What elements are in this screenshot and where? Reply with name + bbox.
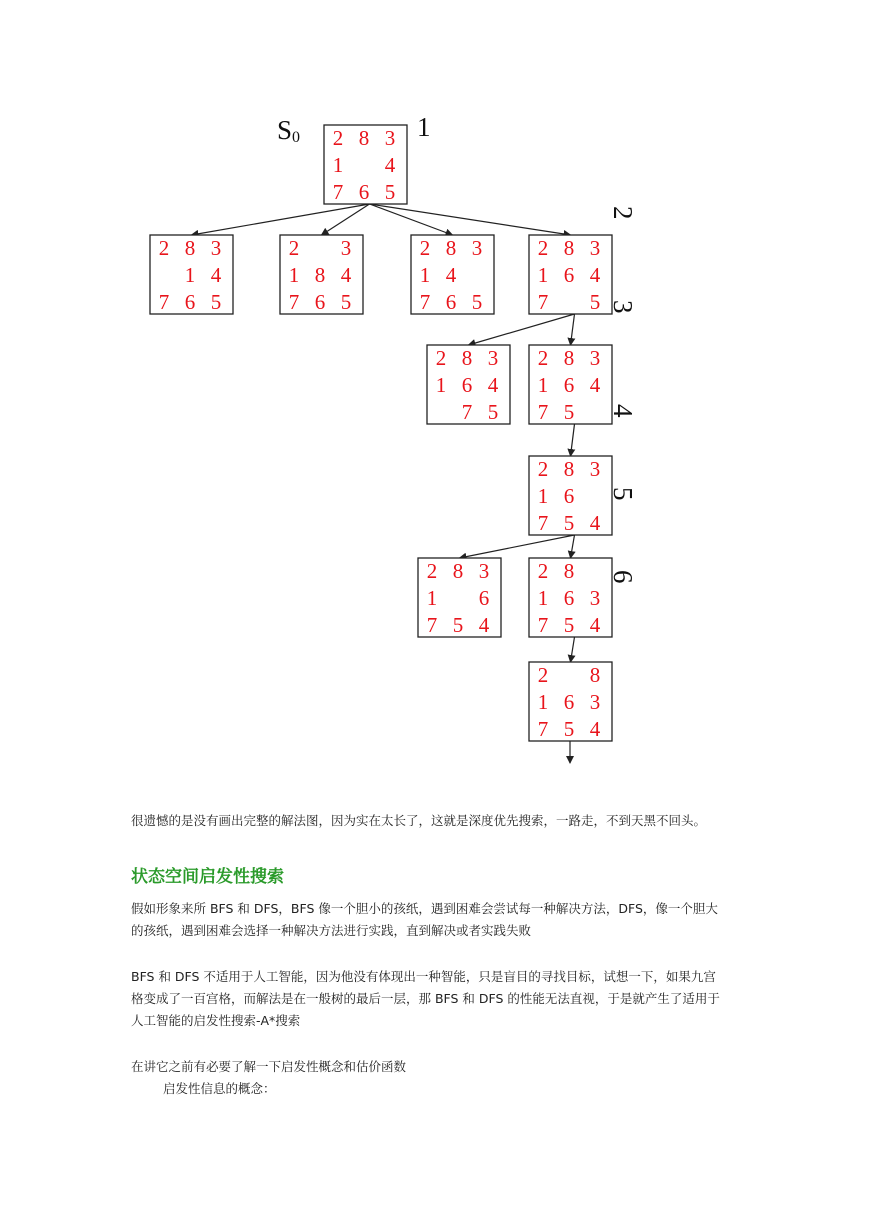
puzzle-tile: 5 xyxy=(471,290,483,314)
puzzle-tile: 1 xyxy=(537,373,549,397)
puzzle-tile: 1 xyxy=(537,690,549,714)
tree-edge-arrow xyxy=(571,314,575,345)
puzzle-tile: 3 xyxy=(210,236,222,260)
puzzle-tile: 5 xyxy=(384,180,396,204)
puzzle-tile: 4 xyxy=(445,263,457,287)
paragraph-ai-line3: 人工智能的启发性搜索-A*搜索 xyxy=(131,1013,301,1028)
puzzle-state-box-l2a xyxy=(427,345,510,424)
puzzle-tile: 8 xyxy=(461,346,473,370)
puzzle-tile: 3 xyxy=(589,457,601,481)
search-order-label: 1 xyxy=(417,112,431,142)
puzzle-tile: 8 xyxy=(563,559,575,583)
search-order-label: 4 xyxy=(608,404,638,418)
puzzle-tile: 5 xyxy=(452,613,464,637)
puzzle-tile: 4 xyxy=(340,263,352,287)
puzzle-tile: 1 xyxy=(184,263,196,287)
puzzle-state-box-l4b xyxy=(529,558,612,637)
puzzle-tile: 2 xyxy=(419,236,431,260)
puzzle-tile: 1 xyxy=(419,263,431,287)
puzzle-tile: 5 xyxy=(563,717,575,741)
puzzle-tile: 2 xyxy=(332,126,344,150)
puzzle-state-box-l2b xyxy=(529,345,612,424)
tree-edge-arrow xyxy=(460,535,575,558)
puzzle-tile: 6 xyxy=(563,484,575,508)
puzzle-tile: 7 xyxy=(158,290,170,314)
paragraph-heuristic-concept: 启发性信息的概念： xyxy=(163,1081,276,1096)
search-order-label: 5 xyxy=(608,487,638,501)
puzzle-tile: 6 xyxy=(563,373,575,397)
puzzle-tile: 5 xyxy=(340,290,352,314)
paragraph-bfs-dfs-line1: 假如形象来所 BFS 和 DFS，BFS 像一个胆小的孩纸，遇到困难会尝试每一种解决方法，DFS，像一个胆大 xyxy=(131,901,718,916)
puzzle-tile: 5 xyxy=(563,613,575,637)
paragraph-intro-line: 在讲它之前有必要了解一下启发性概念和估价函数 xyxy=(131,1059,407,1074)
puzzle-tile: 3 xyxy=(340,236,352,260)
puzzle-tile: 2 xyxy=(426,559,438,583)
puzzle-tile: 5 xyxy=(563,400,575,424)
puzzle-tile: 6 xyxy=(445,290,457,314)
puzzle-tile: 1 xyxy=(332,153,344,177)
puzzle-tile: 4 xyxy=(487,373,499,397)
tree-edge-arrow xyxy=(571,424,575,456)
puzzle-tile: 6 xyxy=(184,290,196,314)
puzzle-tile: 3 xyxy=(589,586,601,610)
puzzle-state-box-l1b xyxy=(280,235,363,314)
puzzle-tile: 3 xyxy=(589,346,601,370)
puzzle-tile: 1 xyxy=(537,484,549,508)
puzzle-tile: 1 xyxy=(288,263,300,287)
puzzle-tile: 3 xyxy=(471,236,483,260)
puzzle-state-box-l1c xyxy=(411,235,494,314)
puzzle-tile: 6 xyxy=(461,373,473,397)
puzzle-tile: 2 xyxy=(537,663,549,687)
puzzle-tile: 1 xyxy=(537,263,549,287)
puzzle-tile: 8 xyxy=(563,346,575,370)
s0-label: S0 xyxy=(277,115,301,146)
puzzle-tile: 3 xyxy=(487,346,499,370)
section-heading: 状态空间启发性搜索 xyxy=(131,867,284,887)
puzzle-tile: 4 xyxy=(589,613,601,637)
puzzle-state-box-root xyxy=(324,125,407,204)
paragraph-dfs-note: 很遗憾的是没有画出完整的解法图，因为实在太长了，这就是深度优先搜索，一路走，不到天黑不回头。 xyxy=(131,813,707,828)
puzzle-tile: 2 xyxy=(435,346,447,370)
puzzle-tile: 7 xyxy=(419,290,431,314)
puzzle-tile: 8 xyxy=(563,457,575,481)
paragraph-ai-line2: 格变成了一百宫格，而解法是在一般树的最后一层，那 BFS 和 DFS 的性能无法直视，于是就产生了适用于 xyxy=(131,991,720,1006)
puzzle-tile: 5 xyxy=(487,400,499,424)
puzzle-tile: 6 xyxy=(563,586,575,610)
paragraph-bfs-dfs-line2: 的孩纸，遇到困难会选择一种解决方法进行实践，直到解决或者实践失败 xyxy=(131,923,532,938)
puzzle-tile: 5 xyxy=(210,290,222,314)
tree-edge-arrow xyxy=(370,204,571,235)
puzzle-tile: 8 xyxy=(445,236,457,260)
puzzle-tile: 1 xyxy=(426,586,438,610)
puzzle-tile: 4 xyxy=(478,613,490,637)
puzzle-state-box-l4a xyxy=(418,558,501,637)
puzzle-tile: 8 xyxy=(563,236,575,260)
tree-edge-arrow xyxy=(192,204,370,235)
puzzle-tile: 7 xyxy=(537,613,549,637)
puzzle-tile: 2 xyxy=(158,236,170,260)
puzzle-state-box-l1d xyxy=(529,235,612,314)
puzzle-tile: 5 xyxy=(589,290,601,314)
paragraph-ai-line1: BFS 和 DFS 不适用于人工智能，因为他没有体现出一种智能，只是盲目的寻找目标，试想一下，如果九宫 xyxy=(131,969,716,984)
puzzle-tile: 8 xyxy=(314,263,326,287)
puzzle-tile: 1 xyxy=(435,373,447,397)
puzzle-tile: 7 xyxy=(461,400,473,424)
puzzle-tile: 8 xyxy=(358,126,370,150)
puzzle-tile: 2 xyxy=(537,346,549,370)
puzzle-tile: 2 xyxy=(537,457,549,481)
tree-edge-arrow xyxy=(571,637,575,662)
puzzle-tile: 4 xyxy=(589,373,601,397)
tree-edge-arrow xyxy=(370,204,453,235)
puzzle-tile: 4 xyxy=(384,153,396,177)
puzzle-tile: 6 xyxy=(314,290,326,314)
puzzle-state-box-l3 xyxy=(529,456,612,535)
puzzle-tile: 6 xyxy=(358,180,370,204)
puzzle-tile: 7 xyxy=(537,400,549,424)
puzzle-state-box-l5 xyxy=(529,662,612,741)
puzzle-tile: 2 xyxy=(537,236,549,260)
search-order-label: 2 xyxy=(608,206,638,220)
search-order-label: 3 xyxy=(608,300,638,314)
puzzle-tile: 6 xyxy=(563,263,575,287)
puzzle-tile: 4 xyxy=(589,511,601,535)
puzzle-tile: 2 xyxy=(288,236,300,260)
puzzle-tile: 1 xyxy=(537,586,549,610)
puzzle-tile: 5 xyxy=(563,511,575,535)
puzzle-tile: 4 xyxy=(589,717,601,741)
puzzle-tile: 7 xyxy=(537,717,549,741)
puzzle-tile: 3 xyxy=(589,690,601,714)
puzzle-tile: 8 xyxy=(184,236,196,260)
puzzle-tile: 3 xyxy=(589,236,601,260)
puzzle-tile: 4 xyxy=(589,263,601,287)
tree-edge-arrow xyxy=(571,535,575,558)
search-order-label: 6 xyxy=(608,570,638,584)
puzzle-tile: 3 xyxy=(384,126,396,150)
puzzle-tile: 6 xyxy=(563,690,575,714)
puzzle-state-box-l1a xyxy=(150,235,233,314)
puzzle-tile: 8 xyxy=(589,663,601,687)
puzzle-tile: 8 xyxy=(452,559,464,583)
puzzle-tile: 7 xyxy=(537,290,549,314)
puzzle-tile: 7 xyxy=(288,290,300,314)
puzzle-tile: 2 xyxy=(537,559,549,583)
puzzle-tile: 7 xyxy=(332,180,344,204)
puzzle-tile: 6 xyxy=(478,586,490,610)
tree-edge-arrow xyxy=(469,314,575,345)
puzzle-tile: 4 xyxy=(210,263,222,287)
puzzle-tile: 7 xyxy=(426,613,438,637)
puzzle-tile: 7 xyxy=(537,511,549,535)
puzzle-tile: 3 xyxy=(478,559,490,583)
